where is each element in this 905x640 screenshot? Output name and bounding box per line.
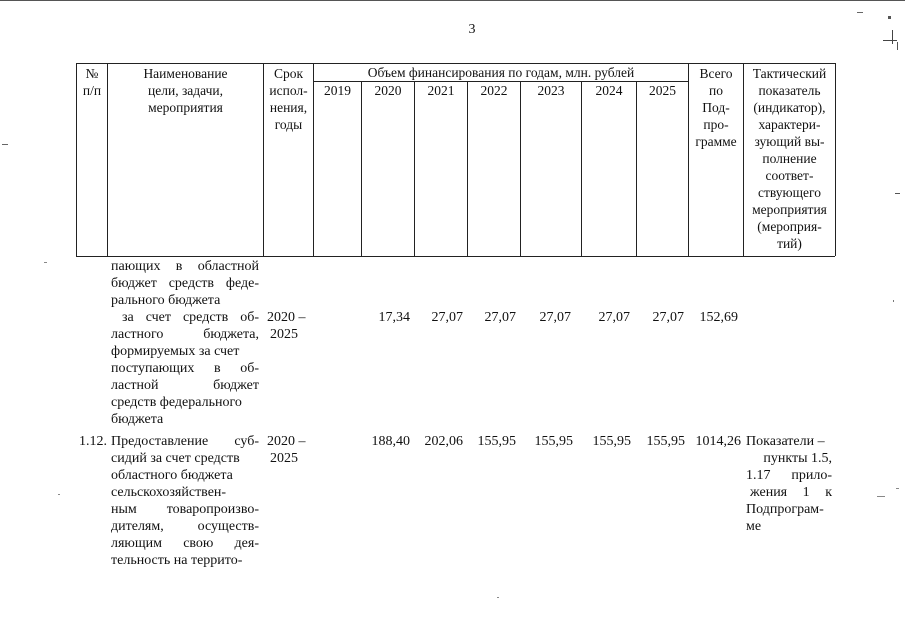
header-term: нения, bbox=[269, 100, 308, 115]
row-name-line: рального бюджета bbox=[111, 293, 221, 308]
row-name-line: поступающих в об- bbox=[111, 361, 259, 376]
scan-mark bbox=[896, 488, 899, 489]
header-indicator: (мероприя- bbox=[757, 219, 822, 234]
row-term: 2025 bbox=[270, 327, 298, 342]
header-indicator: ствующего bbox=[758, 185, 821, 200]
row-name-line: формируемых за счет bbox=[111, 344, 240, 359]
row-value-2022: 155,95 bbox=[477, 434, 516, 449]
header-num: п/п bbox=[82, 83, 102, 98]
col-border bbox=[361, 81, 362, 256]
row-term: 2025 bbox=[270, 451, 298, 466]
scan-mark bbox=[883, 40, 897, 41]
row-value-2024: 155,95 bbox=[592, 434, 631, 449]
row-value-2025: 27,07 bbox=[652, 310, 684, 325]
header-indicator: (индикатор), bbox=[753, 100, 826, 115]
scan-mark bbox=[893, 300, 894, 302]
row-name-line: дителям, осуществ- bbox=[111, 519, 259, 534]
header-indicator: Тактический bbox=[752, 66, 827, 81]
header-year: 2024 bbox=[595, 83, 623, 98]
row-indicator-line: Подпрограм- bbox=[746, 502, 824, 517]
row-name-line: областного бюджета bbox=[111, 468, 233, 483]
scan-mark bbox=[497, 597, 499, 598]
header-indicator: тий) bbox=[777, 236, 802, 251]
col-border bbox=[636, 81, 637, 256]
scan-edge-line bbox=[0, 0, 905, 1]
header-term: испол- bbox=[269, 83, 308, 98]
row-value-2021: 27,07 bbox=[431, 310, 463, 325]
row-indicator-line: Показатели – bbox=[746, 434, 825, 449]
scan-mark bbox=[895, 193, 900, 194]
row-name-line: ным товаропроизво- bbox=[111, 502, 259, 517]
header-indicator: соответ- bbox=[765, 168, 814, 183]
scan-mark bbox=[857, 12, 863, 13]
header-name: мероприятия bbox=[148, 100, 223, 115]
header-total: грамме bbox=[695, 134, 737, 149]
row-name-line: бюджета bbox=[111, 412, 164, 427]
row-name-line: ластной бюджет bbox=[111, 378, 259, 393]
row-value-2021: 202,06 bbox=[424, 434, 463, 449]
scan-mark bbox=[877, 496, 885, 497]
header-year: 2022 bbox=[480, 83, 508, 98]
header-bottom-border bbox=[76, 256, 835, 257]
row-name-line: за счет средств об- bbox=[122, 310, 259, 325]
years-divider bbox=[313, 81, 688, 82]
scan-mark bbox=[892, 30, 893, 44]
row-value-2024: 27,07 bbox=[598, 310, 630, 325]
row-name-line: ластного бюджета, bbox=[111, 327, 259, 342]
row-term: 2020 – bbox=[267, 310, 306, 325]
header-name: цели, задачи, bbox=[148, 83, 223, 98]
row-name-line: тельность на террито- bbox=[111, 553, 243, 568]
row-indicator-line: жения 1 к bbox=[750, 485, 832, 500]
scan-mark bbox=[58, 494, 60, 495]
row-name-line: сидий за счет средств bbox=[111, 451, 240, 466]
col-border bbox=[414, 81, 415, 256]
row-value-2025: 155,95 bbox=[646, 434, 685, 449]
row-num: 1.12. bbox=[79, 434, 107, 449]
header-year: 2020 bbox=[374, 83, 402, 98]
header-indicator: характери- bbox=[758, 117, 821, 132]
row-name-line: Предоставление суб- bbox=[111, 434, 259, 449]
header-total: по bbox=[709, 83, 723, 98]
header-year: 2023 bbox=[537, 83, 565, 98]
header-year: 2025 bbox=[649, 83, 676, 98]
header-num: № bbox=[85, 66, 99, 81]
header-total: Под- bbox=[702, 100, 730, 115]
row-indicator-line: 1.17 прило- bbox=[746, 468, 832, 483]
row-indicator-line: пункты 1.5, bbox=[763, 451, 832, 466]
row-name-line: ляющим свою дея- bbox=[111, 536, 259, 551]
header-total: про- bbox=[703, 117, 729, 132]
scan-mark bbox=[897, 42, 898, 50]
header-term: Срок bbox=[273, 66, 304, 81]
row-value-2020: 17,34 bbox=[378, 310, 410, 325]
row-indicator-line: ме bbox=[746, 519, 762, 534]
row-total: 152,69 bbox=[699, 310, 738, 325]
row-name-line: средств федерального bbox=[111, 395, 242, 410]
col-border bbox=[467, 81, 468, 256]
header-indicator: полнение bbox=[762, 151, 817, 166]
row-value-2022: 27,07 bbox=[484, 310, 516, 325]
page-number: 3 bbox=[468, 22, 476, 37]
header-name: Наименование bbox=[143, 66, 228, 81]
row-total: 1014,26 bbox=[695, 434, 741, 449]
header-total: Всего bbox=[699, 66, 733, 81]
row-term: 2020 – bbox=[267, 434, 306, 449]
header-top-border bbox=[76, 63, 835, 64]
header-indicator: зующий вы- bbox=[754, 134, 825, 149]
header-year: 2019 bbox=[324, 83, 351, 98]
col-border bbox=[835, 63, 836, 256]
col-border bbox=[581, 81, 582, 256]
row-value-2023: 155,95 bbox=[534, 434, 573, 449]
header-funding-title: Объем финансирования по годам, млн. рублей bbox=[367, 65, 635, 80]
scan-mark bbox=[44, 262, 47, 263]
row-name-line: сельскохозяйствен- bbox=[111, 485, 227, 500]
scan-mark bbox=[888, 16, 891, 19]
header-year: 2021 bbox=[427, 83, 455, 98]
row-value-2020: 188,40 bbox=[371, 434, 410, 449]
header-term: годы bbox=[274, 117, 303, 132]
row-name-line: бюджет средств феде- bbox=[111, 276, 259, 291]
header-indicator: мероприятия bbox=[752, 202, 827, 217]
scan-mark bbox=[2, 144, 8, 145]
col-border bbox=[520, 81, 521, 256]
header-indicator: показатель bbox=[758, 83, 821, 98]
row-name-line: пающих в областной bbox=[111, 259, 259, 274]
row-value-2023: 27,07 bbox=[539, 310, 571, 325]
